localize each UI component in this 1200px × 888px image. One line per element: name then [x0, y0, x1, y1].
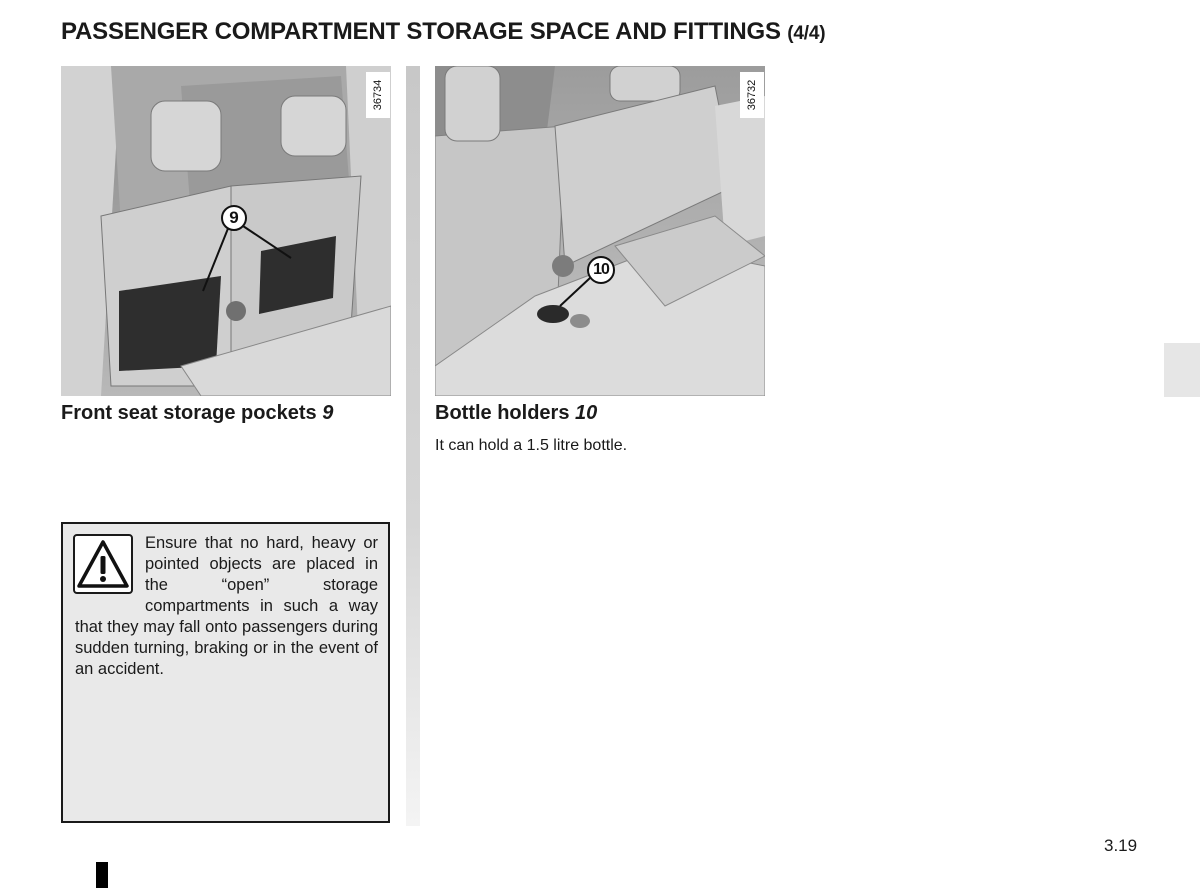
section-heading: Front seat storage pockets 9 — [61, 402, 334, 424]
image-reference-number: 36734 — [366, 72, 390, 118]
bottle-holders-photo — [435, 66, 765, 396]
page-title — [61, 18, 825, 46]
warning-box — [61, 522, 390, 823]
print-mark — [96, 862, 108, 888]
body-paragraph: It can hold a 1.5 litre bottle. — [435, 437, 628, 454]
callout-marker: 9 — [221, 205, 247, 231]
page-title-part: (4/4) — [787, 23, 826, 44]
warning-text: Ensure that no hard, heavy or pointed objects are placed in the “open” storage compartments in such a way that they may fall onto passengers during sudden turning, braking or in the event of an accident. — [75, 534, 378, 678]
callout-marker: 10 — [587, 256, 615, 284]
page-number: 3.19 — [1104, 836, 1138, 855]
section-heading: Bottle holders 10 — [435, 402, 598, 424]
front-seat-pockets-photo — [61, 66, 391, 396]
page-title-text: PASSENGER COMPARTMENT STORAGE SPACE AND FITTINGS — [61, 18, 781, 45]
column-divider — [406, 66, 420, 826]
chapter-tab — [1164, 343, 1200, 397]
image-reference-number: 36732 — [740, 72, 764, 118]
